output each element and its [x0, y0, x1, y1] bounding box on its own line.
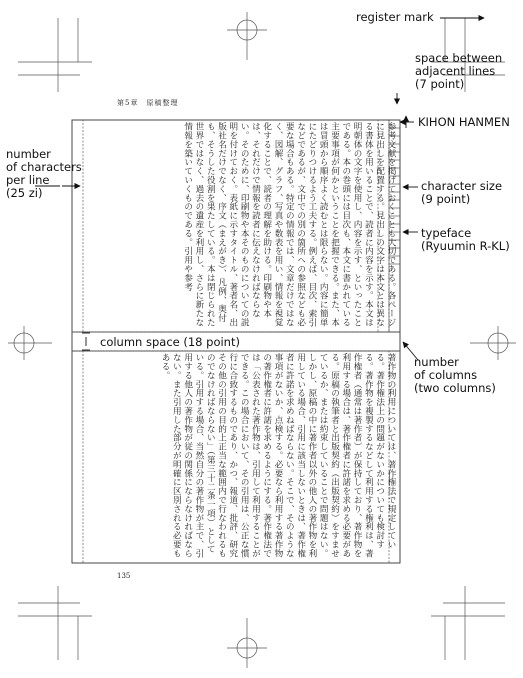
label-character-size-2: (9 point)	[421, 192, 471, 206]
label-chars-per-line-4: (25 zi)	[6, 186, 43, 200]
running-head: 第5章 原稿整理	[117, 99, 179, 107]
page-number: 135	[117, 572, 131, 580]
label-line-spacing-3: (7 point)	[415, 77, 465, 91]
label-chars-per-line	[6, 148, 82, 200]
label-register-mark: register mark	[356, 10, 434, 24]
label-kihon-hanmen: KIHON HANMEN	[418, 115, 510, 129]
register-marks	[8, 12, 516, 668]
label-num-columns-2: of columns	[414, 368, 478, 382]
label-chars-per-line-1: number	[6, 147, 51, 161]
label-typeface-1: typeface	[421, 226, 472, 240]
lower-column-text: 著作物の利用については、著作権法で規定している。著作権法上の問題がないかについても検討する。著作物を複製するなどして利用する権利は、著作権者（通常は著作者）が保持しており、著作物を利用する場合は、著作権者に許諾を求める必要がある。原稿の執筆者と出版契約（出版契約）をすませているか、または約束していることで問題はない。しかし、原稿の中に著作者以外の他人の著作物を利用している場合、引用に該当しないときは、著作権者に許諾を求めねばならない。そこで、そのような事項がないか、点検する。必要なら利用する著作物の著作権者に許諾を求めるようにする。著作権法では「公表された著作物は、引用して利用することができる。この場合において、その引用は、公正な慣行に合致するものであり、かつ、報道、批評、研究その他の引用の目的上正当な範囲内で行なわれるものでなければならない」（第三十二条一項）としている。引用する場合、当然自分の著作物が主で、引用する他人の著作物が従の関係にならなければならない。また引用した部分が明確に区別される必要もある。	[160, 353, 396, 558]
label-num-columns-1: number	[414, 355, 459, 369]
upper-column-text: 参考文献を掲げておくことも大切である。各ページに見出しを配置する。見出しの文字は本文とは異なる書体を用いることで、読者に内容を示す。本文は明朝体の文字を使用し、内容を示す、といったことである。本の巻頭には目次も、本文に書かれている主要事項が何かということを把握できる。また、本は冒頭から順序よく読むとは限らない。内容に簡単にたどりつけるよう工夫する。例えば、目次、索引などであるが、文中での別の箇所への参照なども必要な場合もある。特定の情報では、文章だけではなく、図解、グラフ、写真や数表を用い、情報を視覚化することで、読者の理解を助ける。印刷物や本は、それだけで情報を読者に伝えなければならない。そのために、印刷物や本そのものについての説明を付けておく。表紙に示すタイトル、著者名、出版社名だけでなく、序文（まえがき）、凡例、奥付も、そうした役割を果たしている。本は閉じられた世界ではなく、過去の遺産を利用し、さらに新たな情報を築いていくものである。引用や参考	[182, 122, 396, 327]
label-character-size	[421, 180, 502, 206]
label-line-spacing-2: adjacent lines	[415, 64, 496, 78]
label-line-spacing-1: space between	[415, 51, 503, 65]
label-line-spacing	[415, 52, 502, 91]
label-typeface	[421, 227, 510, 253]
label-column-space: column space (18 point)	[100, 335, 240, 349]
label-character-size-1: character size	[421, 179, 503, 193]
label-chars-per-line-3: per line	[6, 173, 50, 187]
label-num-columns	[414, 356, 496, 395]
label-typeface-2: (Ryuumin R-KL)	[421, 239, 510, 253]
label-chars-per-line-2: of characters	[6, 160, 82, 174]
label-num-columns-3: (two columns)	[414, 381, 496, 395]
